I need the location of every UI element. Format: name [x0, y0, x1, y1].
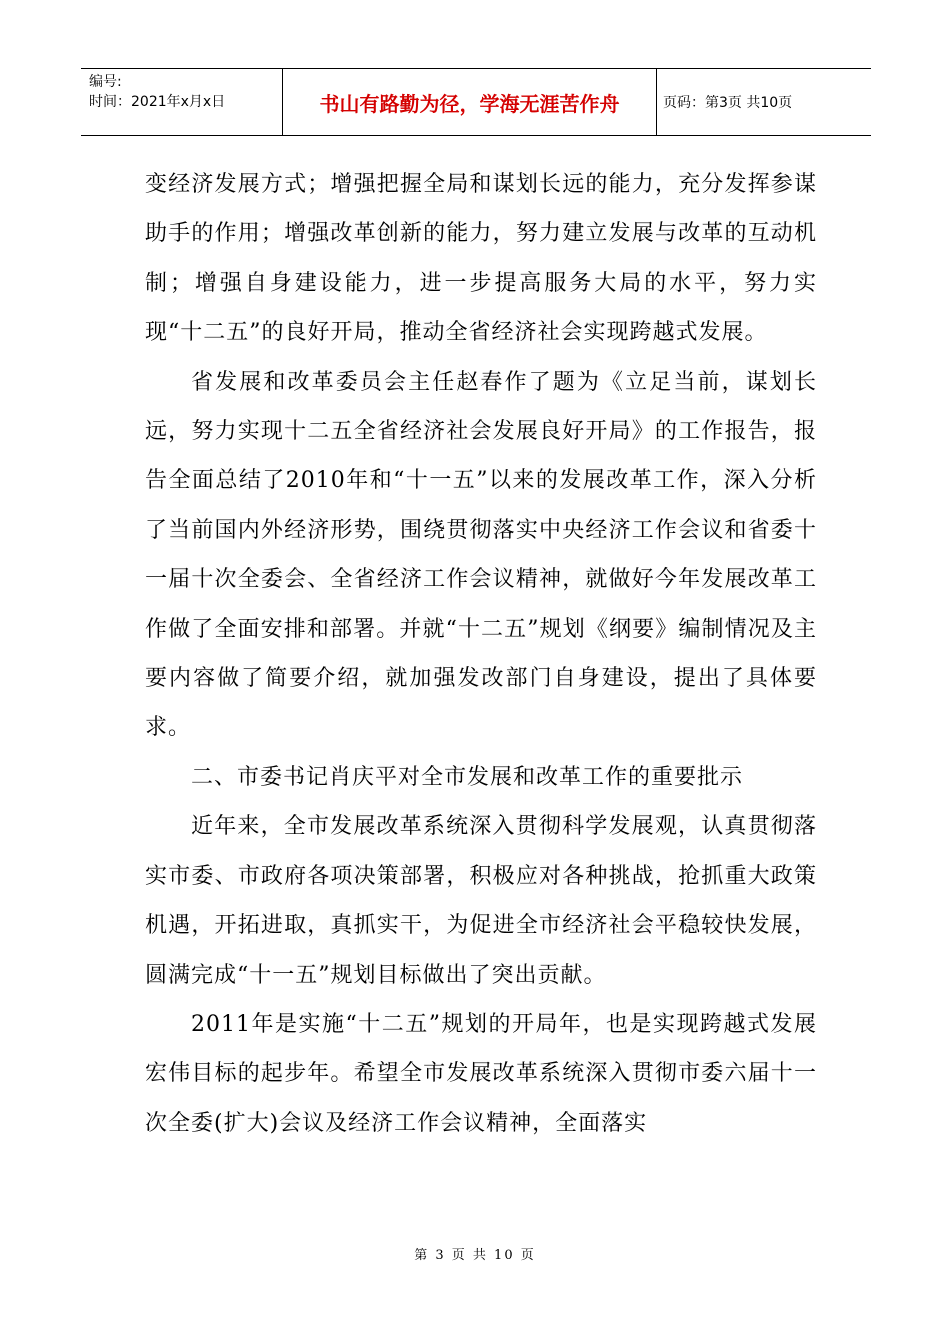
- time-label: 时间：2021年x月x日: [89, 94, 226, 110]
- section-heading: 二、市委书记肖庆平对全市发展和改革工作的重要批示: [191, 764, 744, 790]
- number-label: 编号:: [89, 74, 122, 90]
- paragraph: 近年来，全市发展改革系统深入贯彻科学发展观，认真贯彻落实市委、市政府各项决策部署，积极应对各种挑战，抢抓重大政策机遇，开拓进取，真抓实干，为促进全市经济社会平稳较快发展，圆满完成“十一五”规划目标做出了突出贡献。: [145, 814, 817, 988]
- paragraph: 省发展和改革委员会主任赵春作了题为《立足当前，谋划长远，努力实现十二五全省经济社会发展良好开局》的工作报告，报告全面总结了2010年和“十一五”以来的发展改革工作，深入分析了当前国内外经济形势，围绕贯彻落实中央经济工作会议和省委十一届十次全委会、全省经济工作会议精神，就做好今年发展改革工作做了全面安排和部署。并就“十二五”规划《纲要》编制情况及主要内容做了简要介绍，就加强发改部门自身建设，提出了具体要求。: [145, 369, 817, 741]
- page-header: [81, 68, 871, 136]
- paragraph: 2011年是实施“十二五”规划的开局年，也是实现跨越式发展宏伟目标的起步年。希望全市发展改革系统深入贯彻市委六届十一次全委(扩大)会议及经济工作会议精神，全面落实: [145, 1011, 817, 1136]
- page-footer: [0, 1244, 950, 1263]
- header-page-label: 页码：第3页 共10页: [663, 95, 793, 111]
- header-page-cell: [657, 69, 871, 135]
- header-motto: 书山有路勤为径，学海无涯苦作舟: [319, 91, 620, 116]
- header-motto-cell: [283, 69, 657, 135]
- header-meta: [81, 69, 283, 135]
- footer-page-number: 第 3 页 共 10 页: [414, 1248, 536, 1263]
- paragraph: 变经济发展方式；增强把握全局和谋划长远的能力，充分发挥参谋助手的作用；增强改革创新的能力，努力建立发展与改革的互动机制；增强自身建设能力，进一步提高服务大局的水平，努力实现“十二五”的良好开局，推动全省经济社会实现跨越式发展。: [145, 172, 817, 346]
- document-body: [145, 160, 817, 1148]
